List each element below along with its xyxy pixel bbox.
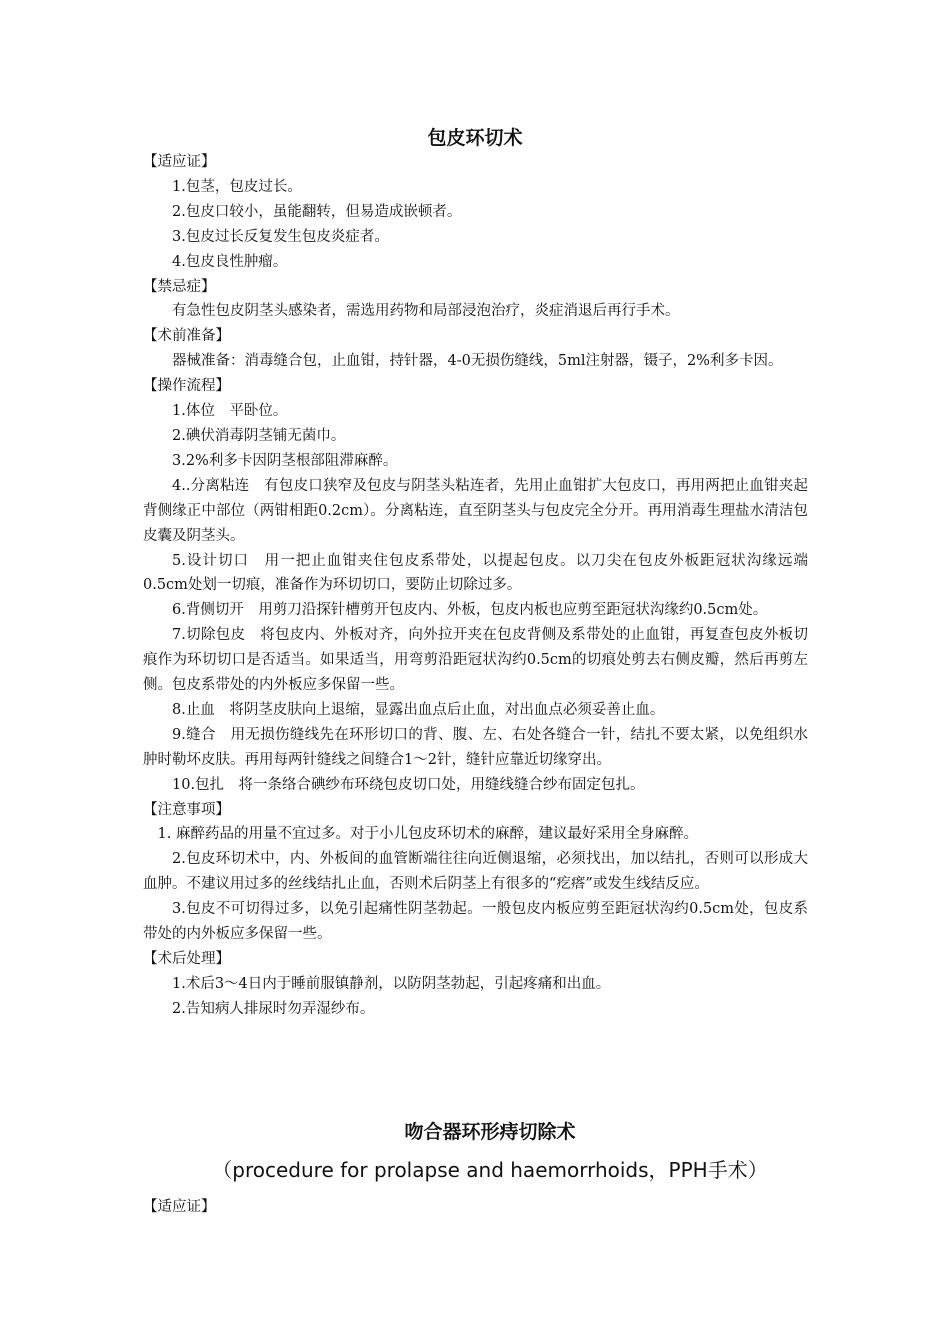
paragraph: 1.包茎，包皮过长。	[172, 178, 302, 195]
section-title: 吻合器环形痔切除术	[404, 1121, 576, 1143]
paragraph: 有急性包皮阴茎头感染者，需选用药物和局部浸泡治疗，炎症消退后再行手术。	[172, 303, 680, 320]
document-body	[143, 150, 808, 1022]
section-heading: 【适应证】	[143, 1199, 216, 1215]
section-subtitle: （procedure for prolapse and haemorrhoids，PPH手术）	[212, 1158, 768, 1182]
paragraph: 2.碘伏消毒阴茎铺无菌巾。	[172, 427, 346, 444]
paragraph: 器械准备：消毒缝合包，止血钳，持针器，4-0无损伤缝线，5ml注射器，镊子，2%利多卡因。	[172, 353, 783, 370]
paragraph: 8.止血 将阴茎皮肤向上退缩，显露出血点后止血，对出血点必须妥善止血。	[172, 701, 665, 718]
paragraph: 10.包扎 将一条络合碘纱布环绕包皮切口处，用缝线缝合纱布固定包扎。	[172, 776, 645, 793]
section-heading: 【适应证】	[143, 154, 216, 170]
paragraph: 4.包皮良性肿瘤。	[172, 253, 288, 270]
paragraph: 1.体位 平卧位。	[172, 403, 288, 420]
paragraph: 6.背侧切开 用剪刀沿探针槽剪开包皮内、外板，包皮内板也应剪至距冠状沟缘约0.5cm处。	[172, 602, 768, 619]
section-heading: 【注意事项】	[143, 801, 230, 818]
paragraph: 3.2%利多卡因阴茎根部阻滞麻醉。	[172, 452, 398, 469]
paragraph: 2.包皮口较小，虽能翻转，但易造成嵌顿者。	[172, 203, 462, 220]
paragraph: 1. 麻醉药品的用量不宜过多。对于小儿包皮环切术的麻醉，建议最好采用全身麻醉。	[157, 826, 698, 843]
paragraph: 7.切除包皮 将包皮内、外板对齐，向外拉开夹在包皮背侧及系带处的止血钳，再复查包皮外板切痕作为环切切口是否适当。如果适当，用弯剪沿距冠状沟约0.5cm的切痕处剪去右侧皮瓣，然后再剪左侧。包皮系带处的内外板应多保留一些。	[143, 627, 808, 694]
section-heading: 【术前准备】	[143, 328, 230, 345]
paragraph: 4..分离粘连 有包皮口狭窄及包皮与阴茎头粘连者，先用止血钳扩大包皮口，再用两把止血钳夹起背侧缘正中部位（两钳相距0.2cm）。分离粘连，直至阴茎头与包皮完全分开。再用消毒生理盐水清洁包皮囊及阴茎头。	[143, 477, 808, 544]
paragraph: 1.术后3～4日内于睡前服镇静剂，以防阴茎勃起，引起疼痛和出血。	[172, 975, 611, 992]
section-heading: 【术后处理】	[143, 951, 230, 967]
paragraph: 9.缝合 用无损伤缝线先在环形切口的背、腹、左、右处各缝合一针，结扎不要太紧，以免组织水肿时勒坏皮肤。再用每两针缝线之间缝合1～2针，缝针应靠近切缘穿出。	[143, 726, 808, 768]
page-title: 包皮环切术	[427, 127, 523, 149]
paragraph: 2.告知病人排尿时勿弄湿纱布。	[172, 1000, 375, 1017]
paragraph: 3.包皮过长反复发生包皮炎症者。	[172, 228, 389, 245]
section-heading: 【操作流程】	[143, 378, 230, 395]
paragraph: 2.包皮环切术中，内、外板间的血管断端往往向近侧退缩，必须找出，加以结扎，否则可以形成大血肿。不建议用过多的丝线结扎止血，否则术后阴茎上有很多的“疙瘩”或发生线结反应。	[143, 851, 808, 893]
document-body-continued	[143, 1195, 808, 1220]
paragraph: 5.设计切口 用一把止血钳夹住包皮系带处，以提起包皮。以刀尖在包皮外板距冠状沟缘远端0.5cm处划一切痕，准备作为环切切口，要防止切除过多。	[143, 552, 808, 594]
paragraph: 3.包皮不可切得过多，以免引起痛性阴茎勃起。一般包皮内板应剪至距冠状沟约0.5cm处，包皮系带处的内外板应多保留一些。	[143, 901, 808, 943]
section-heading: 【禁忌症】	[143, 278, 216, 295]
